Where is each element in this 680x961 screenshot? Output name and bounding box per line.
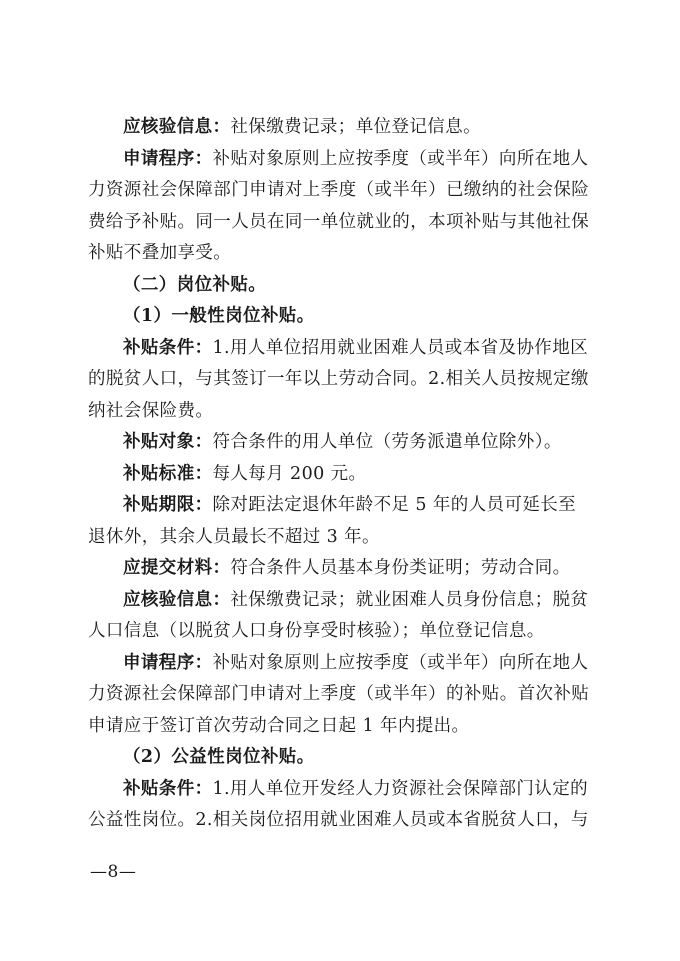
paragraph-text: 补贴对象原则上应按季度（或半年）向所在地人力资源社会保障部门申请对上季度（或半年）的补贴。首次补贴申请应于签订首次劳动合同之日起 1 年内提出。 [88,652,590,736]
paragraph-label: 申请程序： [123,652,213,673]
paragraph-label: 补贴期限： [123,495,213,515]
paragraph-text: 符合条件人员基本身份类证明；劳动合同。 [230,558,571,578]
document-body [88,112,593,837]
paragraph [88,459,593,491]
paragraph [88,490,593,553]
paragraph-text: 补贴对象原则上应按季度（或半年）向所在地人力资源社会保障部门申请对上季度（或半年）已缴纳的社会保险费给予补贴。同一人员在同一单位就业的，本项补贴与其他社保补贴不叠加享受。 [88,148,590,263]
paragraph-text: 每人每月 200 元。 [212,463,367,484]
paragraph [88,585,593,648]
paragraph [88,112,593,144]
paragraph-label: 申请程序： [123,148,213,169]
paragraph-label: 应核验信息： [123,589,231,610]
paragraph-text: 1.用人单位招用就业困难人员或本省及协作地区的脱贫人口，与其签订一年以上劳动合同。2.相关人员按规定缴纳社会保险费。 [88,337,589,421]
paragraph-text: 1.用人单位开发经人力资源社会保障部门认定的公益性岗位。2.相关岗位招用就业困难人员或本省脱贫人口，与 [88,778,589,830]
paragraph-label: 补贴条件： [123,778,213,799]
paragraph [88,774,593,837]
subsection-heading: （2）公益性岗位补贴。 [123,747,315,767]
section-heading: （二）岗位补贴。 [123,274,267,295]
paragraph-text: 社保缴费记录；单位登记信息。 [230,117,482,137]
paragraph [88,144,593,270]
paragraph-text: 符合条件的用人单位（劳务派遣单位除外）。 [212,432,562,452]
paragraph-text: 除对距法定退休年龄不足 5 年的人员可延长至退休外，其余人员最长不超过 3 年。 [88,495,577,547]
paragraph [88,648,593,743]
paragraph-label: 补贴对象： [123,432,213,452]
paragraph-label: 补贴标准： [123,463,213,484]
paragraph-text: 社保缴费记录；就业困难人员身份信息；脱贫人口信息（以脱贫人口身份享受时核验）；单位登记信息。 [88,589,589,641]
paragraph-label: 补贴条件： [123,337,213,358]
paragraph-label: 应核验信息： [123,117,231,137]
paragraph [88,427,593,459]
page-number: —8— [90,862,137,882]
subsection-heading: （1）一般性岗位补贴。 [123,306,315,326]
paragraph-label: 应提交材料： [123,558,231,578]
paragraph [88,333,593,428]
paragraph [88,553,593,585]
